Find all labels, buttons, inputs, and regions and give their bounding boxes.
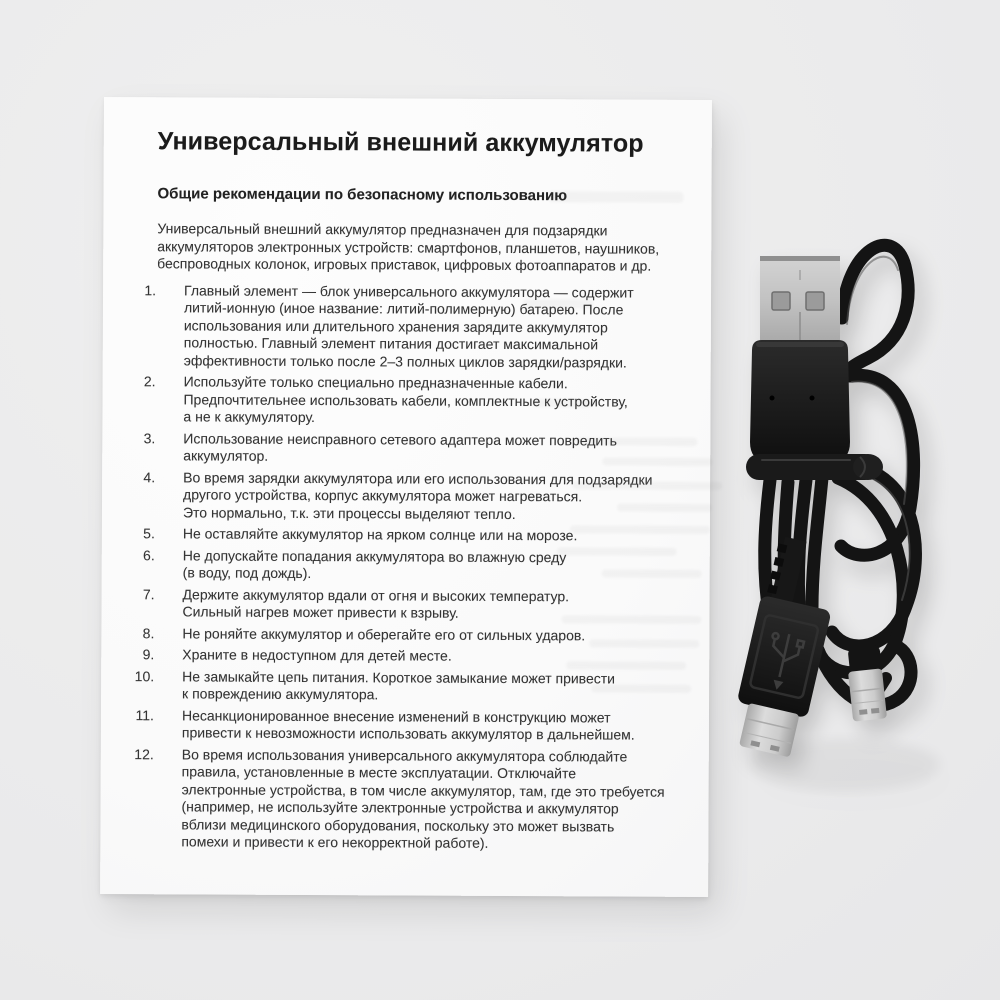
list-item-text: Использование неисправного сетевого адаптера может повредить аккумулятор. bbox=[183, 429, 617, 464]
usb-a-housing bbox=[750, 340, 850, 462]
micro-usb-connector-left bbox=[727, 534, 845, 759]
list-item bbox=[130, 282, 686, 372]
list-item-text: Храните в недоступном для детей месте. bbox=[182, 646, 452, 664]
list-item bbox=[128, 646, 684, 666]
list-item bbox=[129, 547, 685, 585]
list-item-text: Держите аккумулятор вдали от огня и высоких температур. Сильный нагрев может привести к взрыву. bbox=[182, 585, 570, 621]
list-item-text: Не замыкайте цепь питания. Короткое замыкание может привести к повреждению аккумулятора. bbox=[182, 667, 616, 703]
list-item-text: Не роняйте аккумулятор и оберегайте его от сильных ударов. bbox=[182, 624, 586, 643]
list-item-text: Несанкционированное внесение изменений в конструкцию может привести к невозможности использовать аккумулятор в дальнейшем. bbox=[181, 706, 635, 743]
list-item-number: 8. bbox=[142, 624, 155, 641]
list-item-text: Не допускайте попадания аккумулятора во влажную среду (в воду, под дождь). bbox=[182, 546, 567, 582]
list-item-text: Используйте только специально предназначенные кабели. Предпочтительнее использовать кабели, комплектные к устройству, а не к аккумулятору. bbox=[183, 373, 628, 426]
list-item bbox=[129, 469, 685, 524]
list-item bbox=[128, 625, 684, 645]
list-item bbox=[128, 707, 684, 745]
list-item-number: 10. bbox=[134, 667, 155, 684]
list-item bbox=[129, 525, 685, 545]
list-item bbox=[128, 586, 684, 624]
micro-usb-plug-right bbox=[848, 668, 887, 721]
safety-list bbox=[127, 282, 686, 854]
list-item-number: 3. bbox=[143, 429, 156, 446]
list-item-number: 11. bbox=[135, 706, 155, 723]
list-item-text: Не оставляйте аккумулятор на ярком солнце или на морозе. bbox=[182, 525, 578, 544]
list-item-number: 1. bbox=[144, 281, 157, 298]
list-item bbox=[129, 373, 685, 428]
list-item bbox=[128, 668, 684, 706]
list-item bbox=[129, 430, 685, 468]
list-item-text: Во время зарядки аккумулятора или его использования для подзарядки другого устройства, корпус аккумулятора может нагреваться. Это нормально, т.к. эти процессы выделяют тепло. bbox=[182, 468, 653, 522]
section-heading: Общие рекомендации по безопасному использованию bbox=[157, 185, 568, 205]
list-item-number: 6. bbox=[143, 546, 155, 563]
list-item-number: 9. bbox=[142, 646, 155, 663]
list-item-number: 2. bbox=[143, 373, 156, 390]
instruction-sheet bbox=[100, 97, 712, 897]
page-title: Универсальный внешний аккумулятор bbox=[157, 127, 644, 158]
intro-paragraph: Универсальный внешний аккумулятор предназначен для подзарядки аккумуляторов электронных устройств: смартфонов, планшетов, наушников, беспроводных колонок, игровых приставок, цифровых фотоаппаратов и др. bbox=[157, 220, 660, 274]
list-item-number: 7. bbox=[142, 585, 155, 602]
usb-cable-photo bbox=[700, 210, 1000, 810]
list-item-number: 4. bbox=[143, 468, 156, 485]
list-item-text: Во время использования универсального аккумулятора соблюдайте правила, установленные в месте эксплуатации. Отключайте электронные устройства, в том числе аккумулятор, там, где это требуется (например, не используйте электронные устройства и аккумулятор вблизи медицинского оборудования, поскольку это может вызвать помехи и привести к его некорректной работе). bbox=[181, 745, 665, 851]
cable-tie bbox=[746, 454, 883, 480]
list-item-number: 5. bbox=[143, 525, 155, 542]
list-item bbox=[127, 746, 684, 854]
list-item-text: Главный элемент — блок универсального аккумулятора — содержит литий-ионную (иное название: литий-полимерную) батарею. После использования или длительного хранения зарядите аккумулятор полностью. Главный элемент питания достигает максимальной эффективности только после 2–3 полных циклов зарядки/разрядки. bbox=[183, 281, 634, 371]
usb-a-connector bbox=[750, 256, 850, 462]
list-item-number: 12. bbox=[134, 745, 154, 762]
